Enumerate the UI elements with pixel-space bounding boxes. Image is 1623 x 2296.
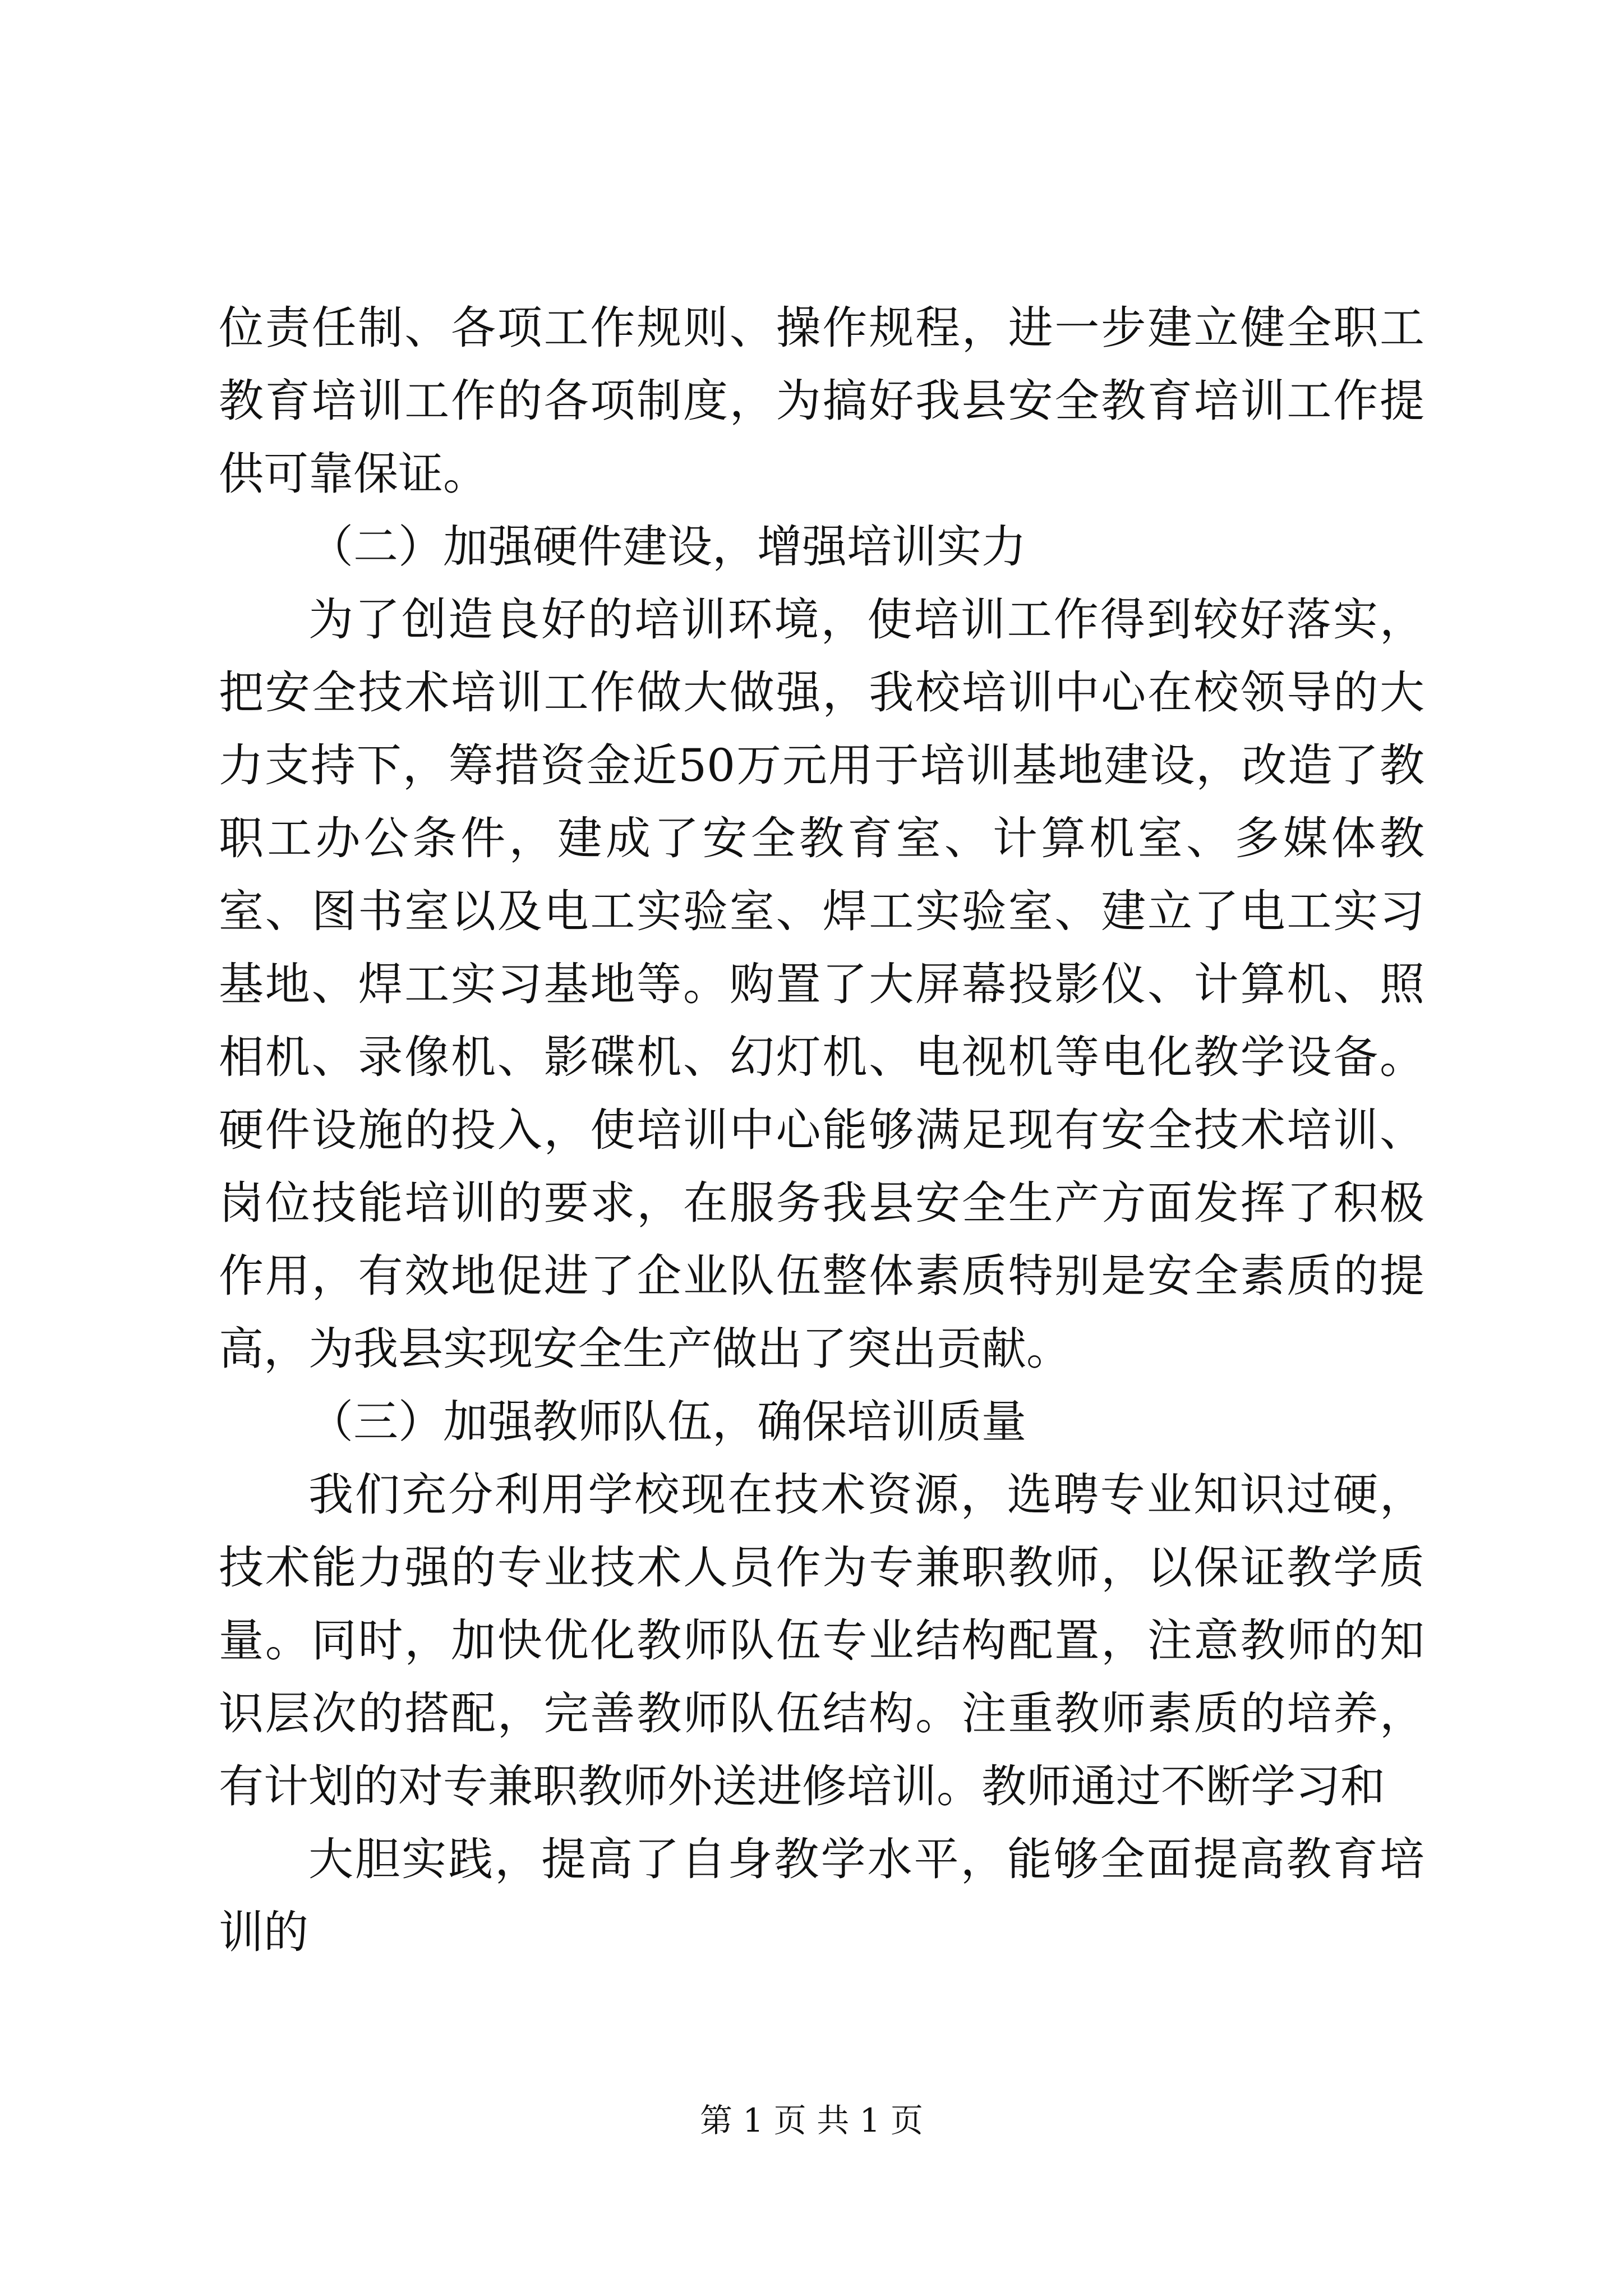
paragraph-practice: 大胆实践，提高了自身教学水平，能够全面提高教育培训的 bbox=[219, 1833, 1424, 1958]
paragraph-teachers: 我们充分利用学校现在技术资源，选聘专业知识过硬，技术能力强的专业技术人员作为专兼职教师，以保证教学质量。同时，加快优化教师队伍专业结构配置，注意教师的知识层次的搭配，完善教师队伍结构。注重教师素质的培养，有计划的对专兼职教师外送进修培训。教师通过不断学习和 bbox=[219, 1469, 1424, 1812]
section-heading-hardware: （二）加强硬件建设，增强培训实力 bbox=[308, 521, 1026, 573]
paragraph-hardware: 为了创造良好的培训环境，使培训工作得到较好落实，把安全技术培训工作做大做强，我校培训中心在校领导的大力支持下，筹措资金近50万元用于培训基地建设，改造了教职工办公条件，建成了安全教育室、计算机室、多媒体教室、图书室以及电工实验室、焊工实验室、建立了电工实习基地、焊工实习基地等。购置了大屏幕投影仪、计算机、照相机、录像机、影碟机、幻灯机、电视机等电化教学设备。硬件设施的投入，使培训中心能够满足现有安全技术培训、岗位技能培训的要求，在服务我县安全生产方面发挥了积极作用，有效地促进了企业队伍整体素质特别是安全素质的提高，为我县实现安全生产做出了突出贡献。 bbox=[219, 593, 1424, 1375]
document-body bbox=[219, 292, 1424, 1969]
paragraph-continuation: 位责任制、各项工作规则、操作规程，进一步建立健全职工教育培训工作的各项制度，为搞好我县安全教育培训工作提供可靠保证。 bbox=[219, 302, 1424, 500]
section-heading-teachers: （三）加强教师队伍，确保培训质量 bbox=[308, 1396, 1026, 1448]
page-footer: 第 1 页 共 1 页 bbox=[700, 2101, 923, 2139]
